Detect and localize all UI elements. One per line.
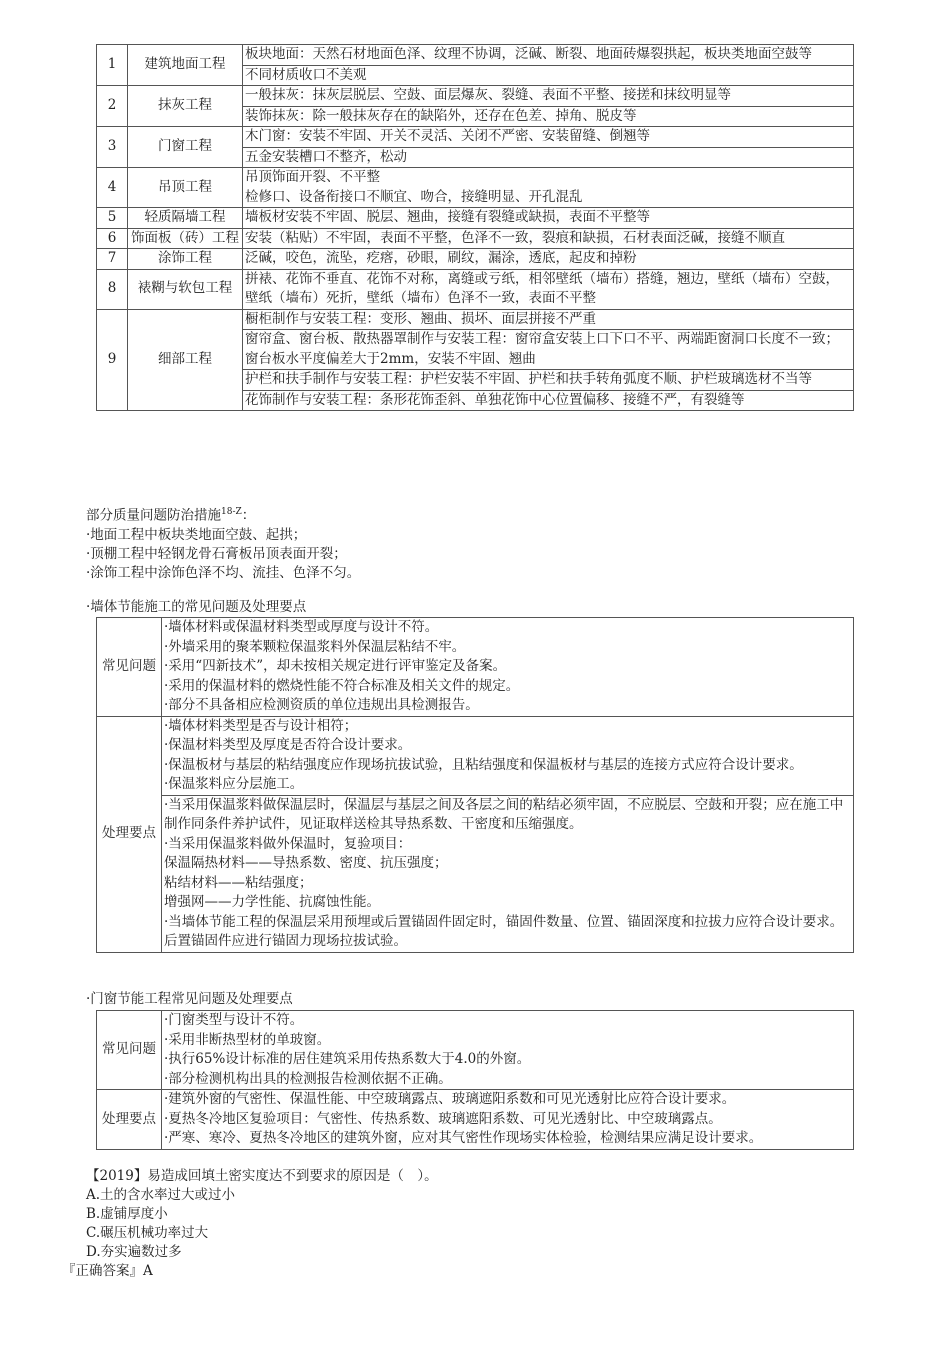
list-item: ·保温板材与基层的粘结强度应作现场抗拔试验，且粘结强度和保温板材与基层的连接方式应符合设计要求。 [164,756,803,773]
defect-description: 泛碱，咬色，流坠，疙瘩，砂眼，刷纹，漏涂，透底，起皮和掉粉 [243,249,854,270]
defect-description: 吊顶饰面开裂、不平整 检修口、设备衔接口不顺宜、吻合，接缝明显、开孔混乱 [243,168,854,208]
row-number: 2 [97,86,128,127]
table-row [97,795,854,952]
handling-content-b [162,795,854,952]
problems-content [162,1011,854,1090]
option-d: D.夯实遍数过多 [86,1244,182,1260]
option-c: C.碾压机械功率过大 [86,1225,209,1241]
project-name: 饰面板（砖）工程 [128,228,243,249]
defect-description: 安装（粘贴）不牢固，表面不平整，色泽不一致，裂痕和缺损，石材表面泛碱，接缝不顺直 [243,228,854,249]
question-stem: 【2019】易造成回填土密实度达不到要求的原因是（ ）。 [86,1168,438,1184]
project-name: 轻质隔墙工程 [128,208,243,229]
handling-content [162,1090,854,1150]
problems-label: 常见问题 [97,1011,162,1090]
list-item: ·部分不具备相应检测资质的单位违规出具检测报告。 [164,697,479,713]
row-number: 6 [97,228,128,249]
defect-description: 拼裱、花饰不垂直、花饰不对称，离缝或亏纸，相邻壁纸（墙布）搭缝，翘边，壁纸（墙布）空鼓，壁纸（墙布）死折，壁纸（墙布）色泽不一致，表面不平整 [243,269,854,309]
list-item: ·建筑外窗的气密性、保温性能、中空玻璃露点、玻璃遮阳系数和可见光透射比应符合设计要求。 [164,1091,736,1107]
table-row [97,1090,854,1150]
table-row [97,127,854,148]
project-name: 吊顶工程 [128,168,243,208]
table-row [97,228,854,249]
wall-energy-table [96,617,854,953]
table-row [97,716,854,795]
defect-description: 装饰抹灰：除一般抹灰存在的缺陷外，还存在色差、掉角、脱皮等 [243,106,854,127]
list-item: ·采用的保温材料的燃烧性能不符合标准及相关文件的规定。 [164,677,520,694]
table-row [97,1011,854,1090]
window-heading: ·门窗节能工程常见问题及处理要点 [86,991,293,1007]
table-row [97,86,854,107]
defects-table [96,44,854,411]
table-row [97,249,854,270]
list-item: ·采用“四新技术”，却未按相关规定进行评审鉴定及备案。 [164,658,507,674]
problems-content [162,618,854,717]
handling-content-a [162,716,854,795]
row-number: 5 [97,208,128,229]
list-item: ·当墙体节能工程的保温层采用预埋或后置锚固件固定时，锚固件数量、位置、锚固深度和拉拔力应符合设计要求。后置锚固件应进行锚固力现场拉拔试验。 [164,913,844,949]
window-energy-table [96,1010,854,1150]
list-item: ·保温浆料应分层施工。 [164,776,304,792]
question-section [86,1167,438,1262]
row-number: 1 [97,45,128,86]
project-name: 抹灰工程 [128,86,243,127]
table-row [97,309,854,330]
project-name: 门窗工程 [128,127,243,168]
measures-item: ·涂饰工程中涂饰色泽不均、流挂、色泽不匀。 [86,564,361,581]
list-item: 增强网——力学性能、抗腐蚀性能。 [164,894,380,910]
defect-description: 板块地面：天然石材地面色泽、纹理不协调，泛碱、断裂、地面砖爆裂拱起，板块类地面空鼓等 [243,45,854,66]
list-item: ·夏热冬冷地区复验项目：气密性、传热系数、玻璃遮阳系数、可见光透射比、中空玻璃露点。 [164,1110,722,1127]
wall-heading: ·墙体节能施工的常见问题及处理要点 [86,599,307,615]
defect-description: 五金安装槽口不整齐，松动 [243,147,854,168]
list-item: ·门窗类型与设计不符。 [164,1012,304,1028]
list-item: ·采用非断热型材的单玻窗。 [164,1031,331,1048]
defect-description: 不同材质收口不美观 [243,65,854,86]
table-row [97,618,854,717]
list-item: ·墙体材料或保温材料类型或厚度与设计不符。 [164,619,439,635]
defect-description: 木门窗：安装不牢固、开关不灵活、关闭不严密、安装留缝、倒翘等 [243,127,854,148]
correct-answer: 『正确答案』A [62,1263,153,1279]
list-item: ·部分检测机构出具的检测报告检测依据不正确。 [164,1070,452,1087]
list-item: ·当采用保温浆料做外保温时，复验项目： [164,835,412,852]
measures-title: 部分质量问题防治措施$^{18-Z}$： [86,507,256,524]
table-row [97,208,854,229]
problems-label: 常见问题 [97,618,162,717]
list-item: ·外墙采用的聚苯颗粒保温浆料外保温层粘结不牢。 [164,638,466,655]
measures-section [86,503,360,583]
option-b: B.虚铺厚度小 [86,1206,168,1222]
list-item: ·执行65%设计标准的居住建筑采用传热系数大于4.0的外窗。 [164,1051,531,1067]
row-number: 7 [97,249,128,270]
table-row [97,45,854,66]
list-item: ·墙体材料类型是否与设计相符； [164,717,358,734]
defect-description: 橱柜制作与安装工程：变形、翘曲、损坏、面层拼接不严重 [243,309,854,330]
measures-item: ·顶棚工程中轻钢龙骨石膏板吊顶表面开裂； [86,545,347,562]
row-number: 9 [97,309,128,411]
list-item: 保温隔热材料——导热系数、密度、抗压强度； [164,855,448,871]
table-row [97,269,854,309]
project-name: 涂饰工程 [128,249,243,270]
list-item: ·当采用保温浆料做保温层时，保温层与基层之间及各层之间的粘结必须牢固，不应脱层、空鼓和开裂；应在施工中制作同条件养护试件，见证取样送检其导热系数、干密度和压缩强度。 [164,796,844,832]
measures-item: ·地面工程中板块类地面空鼓、起拱； [86,526,307,543]
defect-description: 一般抹灰：抹灰层脱层、空鼓、面层爆灰、裂缝、表面不平整、接搓和抹纹明显等 [243,86,854,107]
option-a: A.土的含水率过大或过小 [86,1187,236,1203]
table-row [97,168,854,208]
row-number: 3 [97,127,128,168]
defect-description: 护栏和扶手制作与安装工程：护栏安装不牢固、护栏和扶手转角弧度不顺、护栏玻璃选材不当等 [243,370,854,391]
defect-description: 花饰制作与安装工程：条形花饰歪斜、单独花饰中心位置偏移、接缝不严，有裂缝等 [243,390,854,411]
project-name: 建筑地面工程 [128,45,243,86]
row-number: 8 [97,269,128,309]
defect-description: 墙板材安装不牢固、脱层、翘曲，接缝有裂缝或缺损，表面不平整等 [243,208,854,229]
list-item: 粘结材料——粘结强度； [164,874,313,891]
handling-label: 处理要点 [97,1090,162,1150]
project-name: 裱糊与软包工程 [128,269,243,309]
defect-description: 窗帘盒、窗台板、散热器罩制作与安装工程：窗帘盒安装上口下口不平、两端距窗洞口长度不一致；窗台板水平度偏差大于2mm，安装不牢固、翘曲 [243,330,854,370]
list-item: ·严寒、寒冷、夏热冬冷地区的建筑外窗，应对其气密性作现场实体检验，检测结果应满足设计要求。 [164,1130,763,1146]
project-name: 细部工程 [128,309,243,411]
list-item: ·保温材料类型及厚度是否符合设计要求。 [164,737,412,753]
handling-label: 处理要点 [97,716,162,952]
row-number: 4 [97,168,128,208]
